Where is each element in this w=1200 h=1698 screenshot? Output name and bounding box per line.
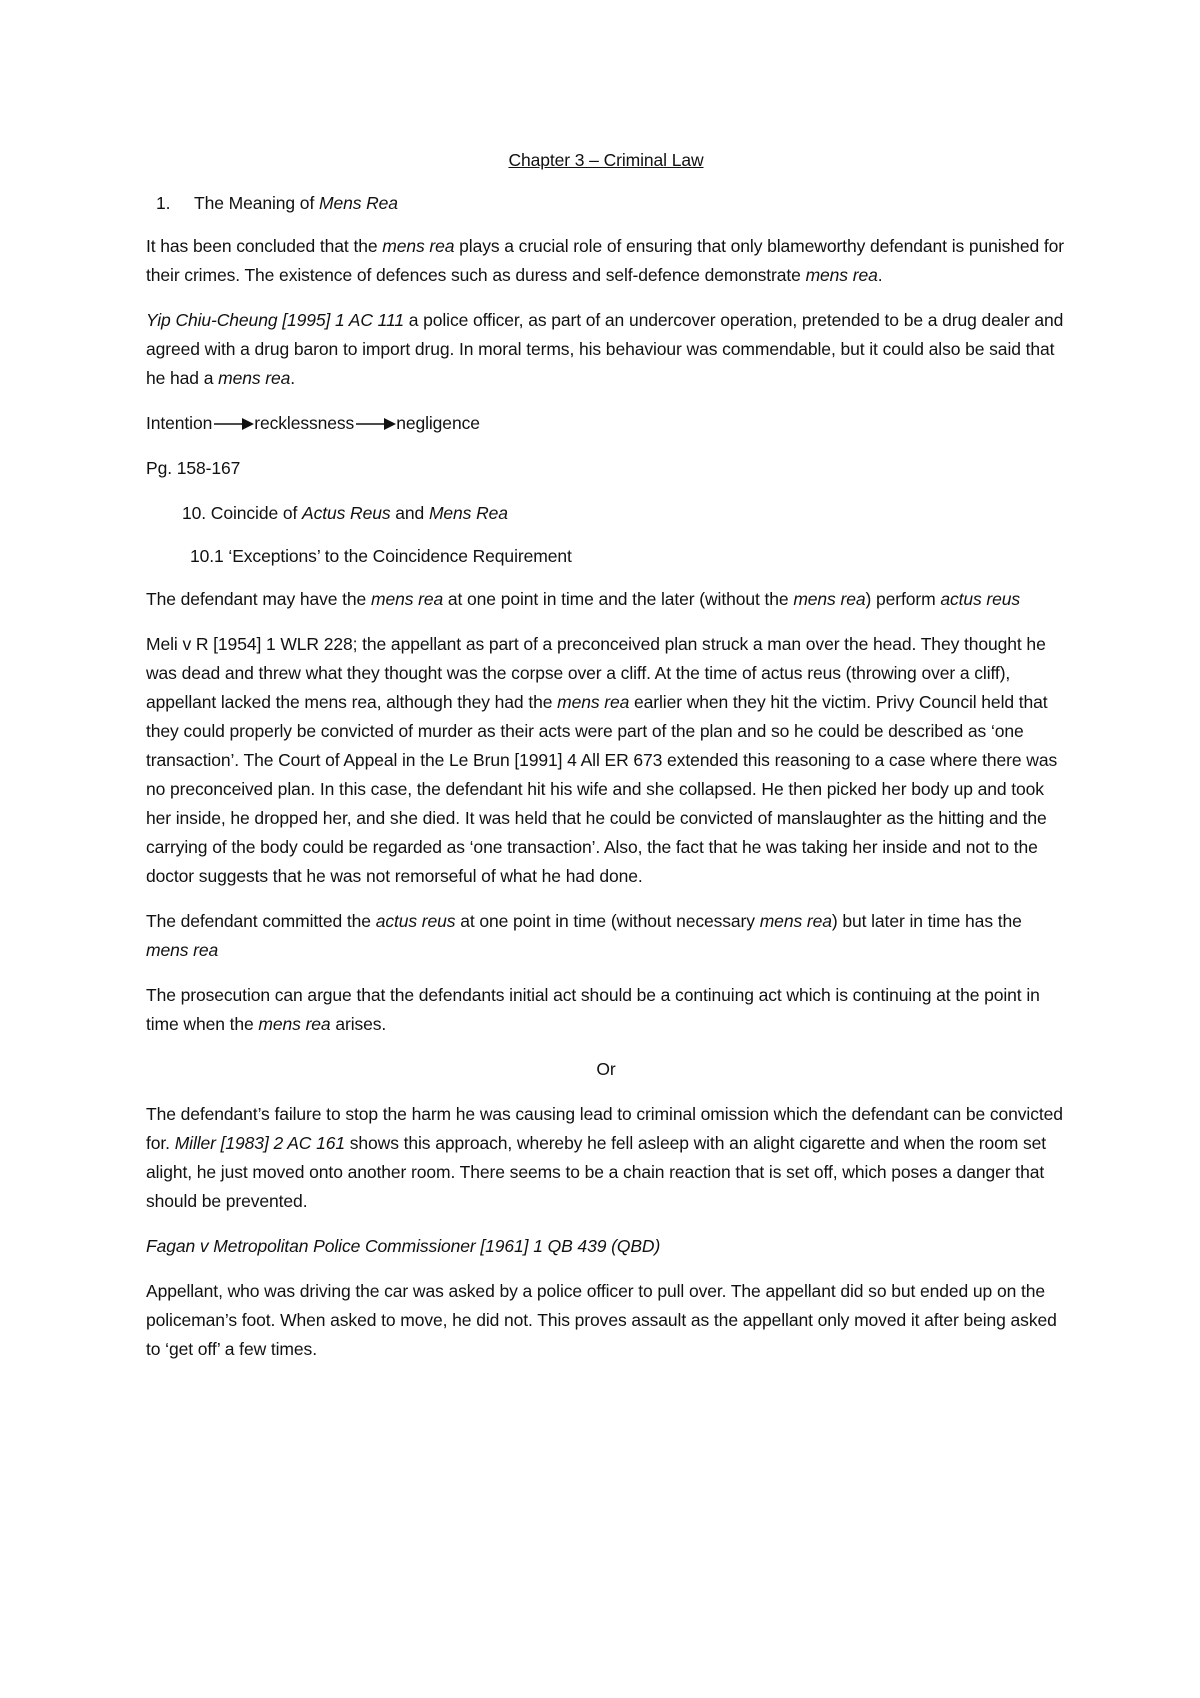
italic-run: mens rea [370, 589, 444, 609]
flow-step-intention: Intention [146, 413, 213, 433]
italic-run: mens rea [793, 589, 866, 609]
italic-run: actus reus [375, 911, 456, 931]
italic-run: Actus Reus [302, 503, 391, 523]
italic-run: actus reus [940, 589, 1021, 609]
mens-rea-hierarchy [146, 409, 1066, 438]
text-run: at one point in time (without necessary [455, 911, 760, 931]
page-title: Chapter 3 – Criminal Law [508, 150, 704, 170]
text-run: It has been concluded that the [146, 236, 383, 256]
document-page [146, 146, 1066, 1380]
paragraph-miller [146, 1100, 1066, 1216]
italic-run: mens rea [146, 940, 219, 960]
text-run: ) perform [865, 589, 941, 609]
section-heading-text: The Meaning of [194, 193, 319, 213]
text-run: at one point in time and the later (without the [443, 589, 794, 609]
case-citation: Yip Chiu-Cheung [1995] 1 AC 111 [146, 310, 404, 330]
paragraph-meli-v-r [146, 630, 1066, 891]
text-run: The prosecution can argue that the defendants initial act should be a continuing act which is continuing at the point in time when the [146, 985, 1040, 1034]
text-run: a police officer, as part of an undercover operation, pretended to be a drug dealer and agreed with a drug baron to import drug. In moral terms, his behaviour was commendable, but it could also be said that he had a [146, 310, 1064, 388]
flow-step-recklessness: recklessness [254, 413, 355, 433]
text-run: Meli v R [1954] 1 WLR 228; the appellant as part of a preconceived plan struck a man over the head. They thought he was dead and threw what they thought was the corpse over a cliff. At the time of actus reus (throwing over a cliff), appellant lacked the mens rea, although they had the [146, 634, 1046, 712]
paragraph-continuing-act [146, 981, 1066, 1039]
italic-run: mens rea [218, 368, 291, 388]
text-run: ) but later in time has the [831, 911, 1022, 931]
text-run: and [390, 503, 429, 523]
case-citation: Fagan v Metropolitan Police Commissioner [1961] 1 QB 439 (QBD) [146, 1236, 661, 1256]
text-run: The defendant’s failure to stop the harm he was causing lead to criminal omission which the defendant can be convicted for. [146, 1104, 1063, 1153]
paragraph-fagan: Appellant, who was driving the car was asked by a police officer to pull over. The appellant did so but ended up on the policeman’s foot. When asked to move, he did not. This proves assault as the appellant only moved it after being asked to ‘get off’ a few times. [146, 1281, 1057, 1359]
italic-run: mens rea [805, 265, 878, 285]
right-arrow-icon [212, 417, 254, 431]
subsection-heading-exceptions: 10.1 ‘Exceptions’ to the Coincidence Requirement [190, 546, 572, 566]
text-run: The defendant may have the [146, 589, 371, 609]
italic-run: mens rea [258, 1014, 331, 1034]
italic-run: mens rea [759, 911, 832, 931]
page-reference: Pg. 158-167 [146, 458, 241, 478]
section-heading-coincide [146, 499, 1066, 528]
paragraph-yip-chiu-cheung [146, 306, 1066, 393]
right-arrow-icon [354, 417, 396, 431]
text-run: arises. [330, 1014, 387, 1034]
case-heading-fagan [146, 1232, 1066, 1261]
italic-run: mens rea [557, 692, 630, 712]
text-run: The defendant committed the [146, 911, 376, 931]
case-citation: Miller [1983] 2 AC 161 [174, 1133, 345, 1153]
section-number: 1. [156, 193, 171, 213]
or-separator: Or [596, 1059, 616, 1079]
italic-run: mens rea [382, 236, 455, 256]
section-heading-mens-rea [146, 189, 1066, 218]
paragraph-mens-rea-role [146, 232, 1066, 290]
italic-run: Mens Rea [428, 503, 508, 523]
text-run: 10. Coincide of [182, 503, 303, 523]
text-run: plays a crucial role of ensuring that only blameworthy defendant is punished for their crimes. The existence of defences such as duress and self-defence demonstrate [146, 236, 1065, 285]
text-run: . [290, 368, 296, 388]
paragraph-actus-reus-first [146, 907, 1066, 965]
text-run: earlier when they hit the victim. Privy Council held that they could properly be convicted of murder as their acts were part of the plan and so he could be described as ‘one transaction’. The Court of Appeal in the Le Brun [1991] 4 All ER 673 extended this reasoning to a case where there was no preconceived plan. In this case, the defendant hit his wife and she collapsed. He then picked her body up and took her inside, he dropped her, and she died. It was held that he could be convicted of manslaughter as the hitting and the carrying of the body could be regarded as ‘one transaction’. Also, the fact that he was taking her inside and not to the doctor suggests that he was not remorseful of what he had done. [146, 692, 1058, 886]
flow-step-negligence: negligence [396, 413, 480, 433]
section-heading-italic: Mens Rea [318, 193, 398, 213]
paragraph-mens-rea-first [146, 585, 1066, 614]
text-run: . [877, 265, 883, 285]
text-run: shows this approach, whereby he fell asleep with an alight cigarette and when the room set alight, he just moved onto another room. There seems to be a chain reaction that is set off, which poses a danger that should be prevented. [146, 1133, 1047, 1211]
